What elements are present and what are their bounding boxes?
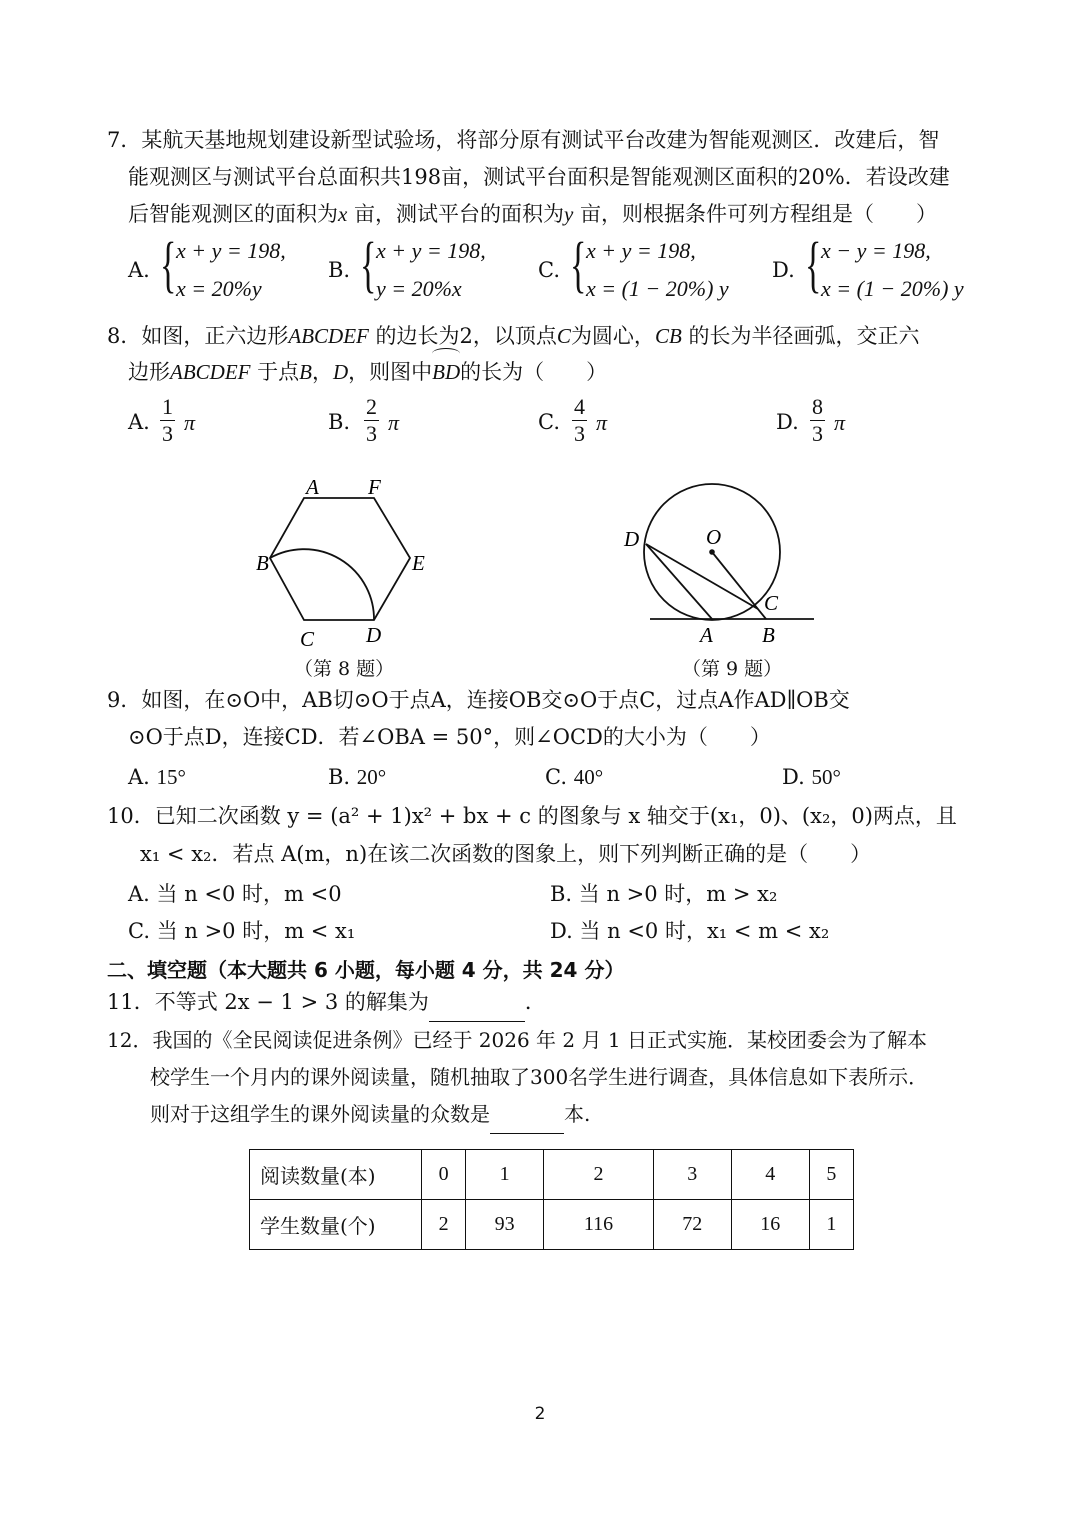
fig8-label-f: F	[368, 475, 381, 499]
segment-ad	[646, 544, 712, 619]
table-cell: 1	[809, 1200, 853, 1250]
q7-line3: 后智能观测区的面积为x 亩，测试平台的面积为y 亩，则根据条件可列方程组是（ ）	[128, 202, 938, 226]
section-2-title: 二、填空题（本大题共 6 小题，每小题 4 分，共 24 分）	[107, 958, 625, 982]
q11-text: 11．不等式 2x − 1 > 3 的解集为 ．	[107, 984, 546, 1022]
q8-option-d-pi: π	[834, 410, 846, 435]
q9-option-c: C. 40°	[545, 765, 604, 789]
q10-option-a: A. 当 n <0 时，m <0	[128, 882, 342, 906]
table-cell: 1	[466, 1150, 544, 1200]
table-cell: 2	[544, 1150, 654, 1200]
brace-icon: {	[570, 231, 587, 299]
arc-mark-icon	[432, 348, 460, 359]
table-cell: 3	[653, 1150, 731, 1200]
table-row-header: 阅读数量(本)	[250, 1150, 422, 1200]
q8-option-a-fraction: $\frac{1}{3}$	[162, 394, 173, 446]
table-cell: 2	[422, 1200, 466, 1250]
brace-icon: {	[805, 231, 822, 299]
table-cell: 4	[731, 1150, 809, 1200]
q8-option-d-fraction: $\frac{8}{3}$	[812, 394, 823, 446]
q8-option-a-label: A.	[128, 410, 150, 434]
fig8-label-e: E	[412, 551, 425, 575]
fig8-label-a: A	[306, 475, 319, 499]
q10-option-d: D. 当 n <0 时，x₁ < m < x₂	[550, 919, 830, 943]
q10-line2: x₁ < x₂．若点 A(m，n)在该二次函数的图象上，则下列判断正确的是（ ）	[140, 842, 872, 866]
reading-table	[249, 1149, 854, 1250]
q8-line1: 8．如图，正六边形ABCDEF 的边长为2，以顶点C为圆心，CB 的长为半径画弧，交正六	[107, 324, 920, 348]
table-row	[250, 1150, 854, 1200]
q9-line2: ⊙O于点D，连接CD．若∠OBA = 50°，则∠OCD的大小为（ ）	[128, 725, 771, 749]
brace-icon: {	[160, 231, 177, 299]
fig9-label-a: A	[700, 623, 713, 647]
table-row-header: 学生数量(个)	[250, 1200, 422, 1250]
table-cell: 116	[544, 1200, 654, 1250]
q8-option-d-label: D.	[776, 410, 799, 434]
page-number: 2	[534, 1404, 546, 1424]
fig9-caption: （第 9 题）	[682, 658, 783, 680]
fig9-label-c: C	[764, 591, 779, 615]
q10-line1: 10．已知二次函数 y = (a² + 1)x² + bx + c 的图象与 x 轴交于(x₁，0)、(x₂，0)两点，且	[107, 804, 957, 828]
fig9-label-o: O	[706, 525, 722, 549]
fig8-label-c: C	[300, 627, 315, 651]
q8-option-b-fraction: $\frac{2}{3}$	[366, 394, 377, 446]
q8-option-c-label: C.	[538, 410, 560, 434]
q8-line2: 边形ABCDEF 于点B，D，则图中 BD的长为（ ）	[128, 354, 607, 391]
q7-option-a-label: A.	[128, 258, 150, 282]
brace-icon: {	[360, 231, 377, 299]
q12-line3: 则对于这组学生的课外阅读量的众数是 本.	[150, 1096, 590, 1134]
table-cell: 93	[466, 1200, 544, 1250]
figure-8-hexagon	[240, 470, 460, 680]
fig8-label-d: D	[366, 623, 382, 647]
fig9-label-b: B	[762, 623, 775, 647]
q12-answer-blank	[490, 1096, 564, 1134]
q8-option-a-pi: π	[184, 410, 196, 435]
q9-option-d: D. 50°	[782, 765, 841, 789]
table-cell: 0	[422, 1150, 466, 1200]
q9-option-a: A. 15°	[128, 765, 186, 789]
q10-option-c: C. 当 n >0 时，m < x₁	[128, 919, 356, 943]
fig8-caption: （第 8 题）	[294, 658, 395, 680]
figure-9-circle	[616, 478, 826, 658]
q7-option-d-label: D.	[772, 258, 795, 282]
q9-line1: 9．如图，在⊙O中，AB切⊙O于点A，连接OB交⊙O于点C，过点A作AD∥OB交	[107, 688, 850, 712]
fig9-label-d: D	[624, 527, 640, 551]
table-row	[250, 1200, 854, 1250]
arc-bd: BD	[432, 354, 460, 391]
q12-line2: 校学生一个月内的课外阅读量，随机抽取了300名学生进行调查，具体信息如下表所示．	[150, 1065, 929, 1089]
q7-option-b-label: B.	[328, 258, 351, 282]
center-o-dot	[709, 549, 715, 555]
q8-option-c-pi: π	[596, 410, 608, 435]
fig8-label-b: B	[256, 551, 269, 575]
q8-option-c-fraction: $\frac{4}{3}$	[574, 394, 585, 446]
table-cell: 5	[809, 1150, 853, 1200]
q8-option-b-pi: π	[388, 410, 400, 435]
q12-line1: 12．我国的《全民阅读促进条例》已经于 2026 年 2 月 1 日正式实施．某校团委会为了解本	[107, 1028, 927, 1052]
q8-option-b-label: B.	[328, 410, 351, 434]
q10-option-b: B. 当 n >0 时，m > x₂	[550, 882, 778, 906]
q7-option-c-label: C.	[538, 258, 560, 282]
table-cell: 72	[653, 1200, 731, 1250]
q11-answer-blank	[429, 984, 525, 1022]
table-cell: 16	[731, 1200, 809, 1250]
q7-line2: 能观测区与测试平台总面积共198亩，测试平台面积是智能观测区面积的20%．若设改建	[128, 165, 950, 189]
q7-line1: 7．某航天基地规划建设新型试验场，将部分原有测试平台改建为智能观测区．改建后，智	[107, 128, 940, 152]
q9-option-b: B. 20°	[328, 765, 387, 789]
